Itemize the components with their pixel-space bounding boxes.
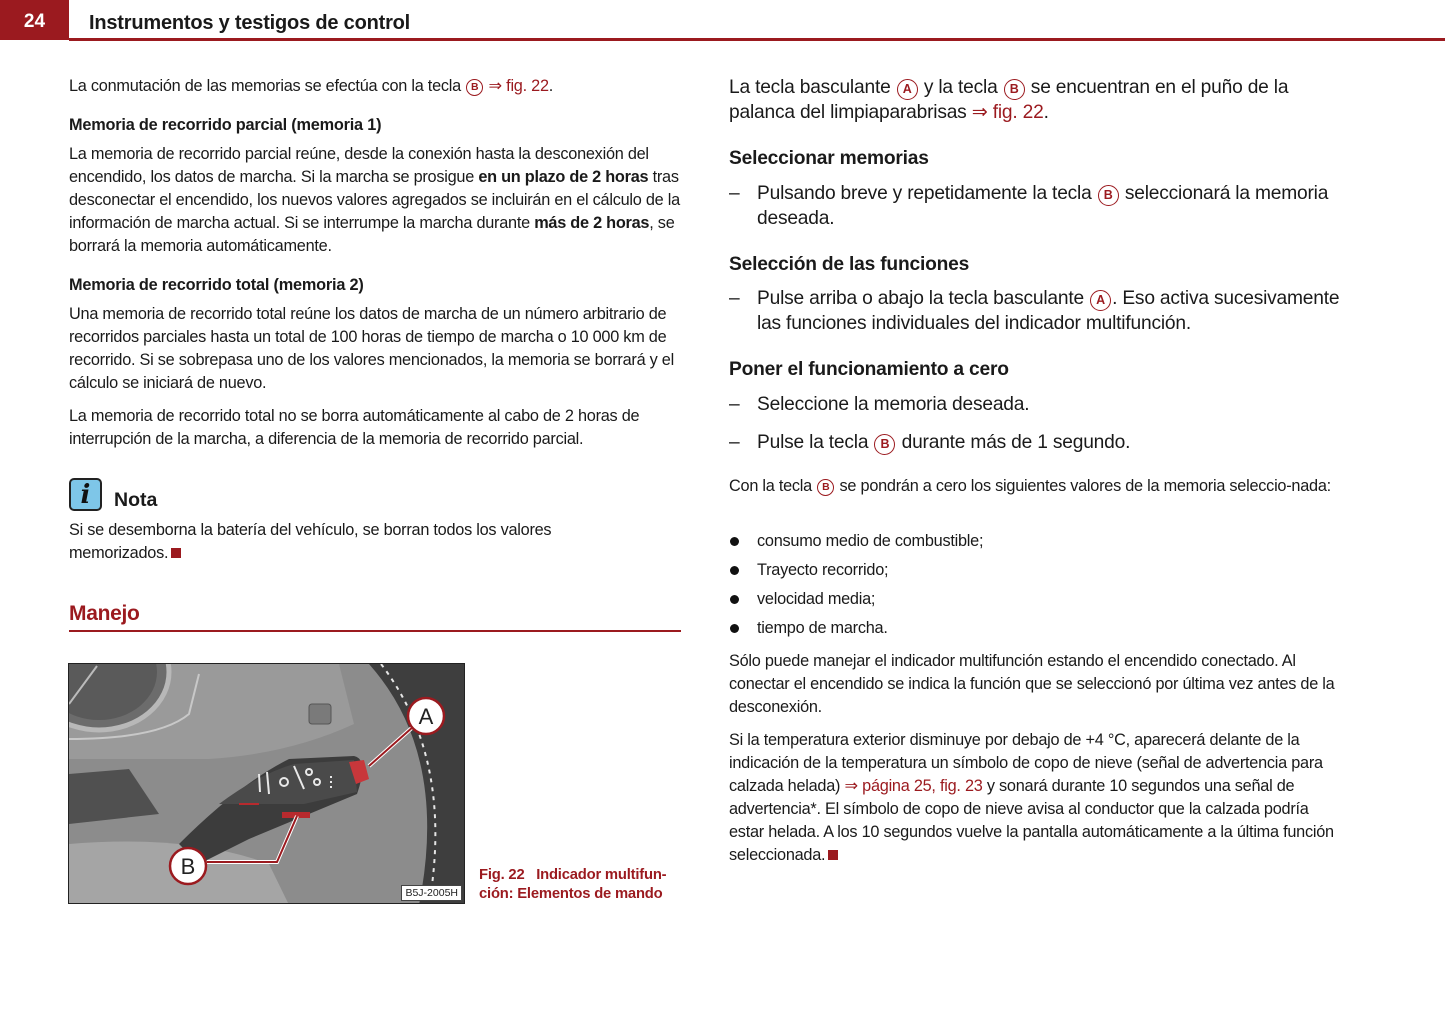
mem1-bold-2: más de 2 horas — [534, 214, 650, 232]
mem1-text: tras desconectar el encendido, los nuevos valores agregados se incluirán en el cálculo de la información de marcha actual. Si se interrumpe la marcha durante — [69, 168, 680, 232]
dash-marker: – — [729, 394, 740, 415]
page-25-fig-23-link[interactable]: ⇒ página 25, fig. 23 — [844, 777, 983, 795]
dash-marker: – — [729, 288, 740, 309]
bullet-icon — [730, 537, 739, 546]
intro-end: . — [1043, 102, 1049, 123]
header-rule — [69, 38, 1445, 41]
bullet-item — [729, 530, 983, 553]
item-text: . Eso activa sucesivamente las funciones individuales del indicador multifunción. — [757, 288, 1340, 334]
dash-marker: – — [729, 183, 740, 204]
bullet-icon — [730, 624, 739, 633]
bullet-icon — [730, 595, 739, 604]
caption-label: Fig. 22 — [479, 867, 525, 883]
item-text: durante más de 1 segundo. — [896, 432, 1131, 453]
bullet-item — [729, 588, 875, 611]
left-intro — [69, 75, 681, 98]
item-text: Pulse arriba o abajo la tecla basculante — [757, 288, 1090, 309]
reset-heading: Poner el funcionamiento a cero — [729, 359, 1009, 380]
fig-22-link[interactable]: ⇒ fig. 22 — [488, 77, 549, 95]
wiper-lever-drawing — [69, 664, 465, 904]
intro-text: La tecla basculante — [729, 77, 896, 98]
list-item — [729, 430, 1341, 455]
list-item-text — [757, 430, 1341, 455]
callout-b-label: B — [180, 854, 196, 879]
list-item — [729, 181, 1341, 231]
bullet-text: velocidad media; — [757, 590, 876, 608]
info-icon — [69, 478, 102, 511]
key-b-icon: B — [874, 434, 895, 455]
mem2-paragraph-2: La memoria de recorrido total no se borra automáticamente al cabo de 2 horas de interrupción de la marcha, a diferencia de la memoria de recorrido parcial. — [69, 407, 640, 448]
figure-22-illustration — [68, 663, 465, 904]
callout-a-label: A — [418, 704, 434, 729]
list-item — [729, 392, 1341, 417]
bullet-icon — [730, 566, 739, 575]
bullet-item — [729, 559, 888, 582]
section-rule — [69, 630, 681, 632]
bullet-text: consumo medio de combustible; — [757, 532, 984, 550]
key-a-icon: A — [1090, 290, 1111, 311]
key-b-icon: B — [817, 479, 834, 496]
caption-text: Indicador multifun-ción: Elementos de mando — [479, 867, 667, 902]
dash-marker: – — [729, 432, 740, 453]
reset-text: se pondrán a cero los siguientes valores de la memoria seleccio-nada: — [835, 477, 1331, 495]
mem2-heading: Memoria de recorrido total (memoria 2) — [69, 276, 364, 294]
bullet-item — [729, 617, 888, 640]
intro-text: La conmutación de las memorias se efectúa con la tecla — [69, 77, 466, 95]
reset-text: Con la tecla — [729, 477, 817, 495]
select-functions-heading: Selección de las funciones — [729, 254, 970, 275]
item-text: Pulse la tecla — [757, 432, 874, 453]
figure-caption — [479, 866, 689, 904]
bullet-text: tiempo de marcha. — [757, 619, 888, 637]
fig-22-link[interactable]: ⇒ fig. 22 — [971, 102, 1044, 123]
mem2-paragraph-1: Una memoria de recorrido total reúne los datos de marcha de un número arbitrario de recorridos parciales hasta un total de 100 horas de tiempo de marcha o 10 000 km de recorrido. Si se sobrepasa uno de los valores mencionados, la memoria se borrará y el cálculo se iniciará de nuevo. — [69, 305, 674, 392]
note-title: Nota — [114, 489, 158, 511]
info-glyph: i — [80, 479, 91, 510]
item-text: seleccionará la memoria deseada. — [757, 183, 1329, 229]
note-body: Si se desemborna la batería del vehículo, se borran todos los valores memorizados. — [69, 521, 552, 562]
reset-values-paragraph — [729, 475, 1341, 498]
list-item-text: Seleccione la memoria deseada. — [757, 394, 1030, 415]
temp-text: y sonará durante 10 segundos una señal de advertencia*. El símbolo de copo de nieve avisa al conductor que la calzada podría estar helada. A los 10 segundos vuelve la pantalla automáticamente a la última función seleccionada. — [729, 777, 1334, 864]
end-of-section-marker — [171, 548, 181, 558]
intro-text: y la tecla — [918, 77, 1003, 98]
note-text — [69, 519, 599, 565]
mem1-heading: Memoria de recorrido parcial (memoria 1) — [69, 116, 382, 134]
mem1-text: La memoria de recorrido parcial reúne, desde la conexión hasta la desconexión del encendido, los datos de marcha. Si la marcha se prosigue — [69, 145, 649, 186]
key-b-icon: B — [466, 79, 483, 96]
list-item — [729, 286, 1341, 336]
mem1-paragraph — [69, 143, 681, 258]
right-intro — [729, 75, 1329, 125]
select-memories-heading: Seleccionar memorias — [729, 148, 929, 169]
ignition-paragraph: Sólo puede manejar el indicador multifunción estando el encendido conectado. Al conectar el encendido se indica la función que se seleccionó por última vez antes de la desconexión. — [729, 652, 1335, 716]
key-b-icon: B — [1098, 185, 1119, 206]
dash-button — [309, 704, 331, 724]
figure-code: B5J-2005H — [401, 885, 462, 901]
mem1-text: , se borrará la memoria automáticamente. — [69, 214, 675, 255]
section-heading-manejo: Manejo — [69, 602, 140, 625]
key-b-icon: B — [1004, 79, 1025, 100]
temp-text: Si la temperatura exterior disminuye por debajo de +4 °C, aparecerá delante de la indicación de la temperatura un símbolo de copo de nieve (señal de advertencia para calzada helada) — [729, 731, 1323, 795]
mem1-bold-1: en un plazo de 2 horas — [478, 168, 649, 186]
bullet-text: Trayecto recorrido; — [757, 561, 889, 579]
item-text: Pulsando breve y repetidamente la tecla — [757, 183, 1097, 204]
intro-end: . — [548, 77, 554, 95]
list-item-text — [757, 286, 1341, 336]
key-a-icon: A — [897, 79, 918, 100]
page-number: 24 — [0, 0, 69, 40]
chapter-title: Instrumentos y testigos de control — [89, 12, 411, 34]
list-item-text — [757, 181, 1341, 231]
temperature-paragraph — [729, 729, 1341, 867]
end-of-section-marker — [828, 850, 838, 860]
intro-text: se encuentran en el puño de la palanca del limpiaparabrisas — [729, 77, 1289, 123]
